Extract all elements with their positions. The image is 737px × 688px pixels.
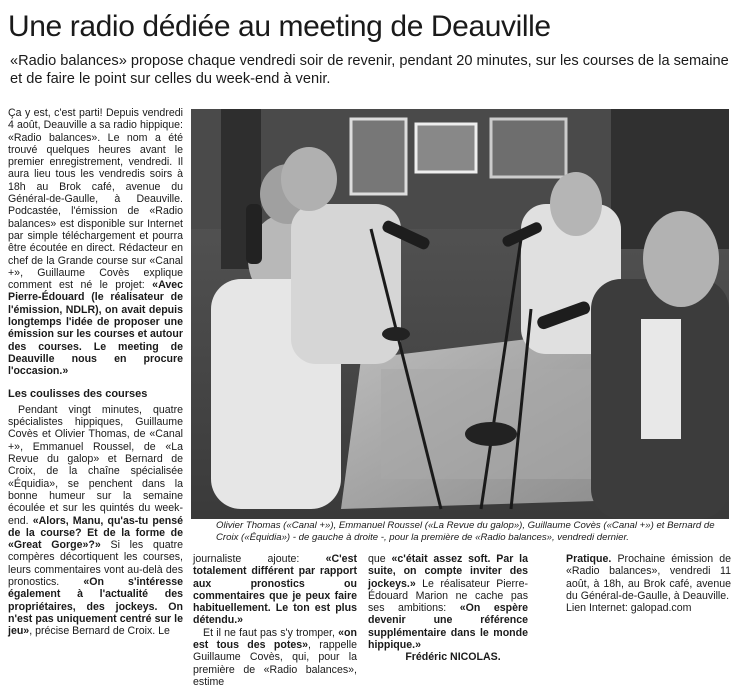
col3-paragraph-1 — [368, 553, 528, 651]
col1-paragraph-1 — [8, 107, 183, 378]
col1-paragraph-2 — [8, 404, 183, 638]
column-3 — [368, 553, 528, 664]
col2-p1-text: journaliste ajoute: — [193, 553, 300, 565]
col3-p1-quote-2: «On espère devenir une référence supplémentaire dans le monde hippique.» — [368, 602, 528, 652]
col3-p1-end: Le réalisateur Pierre-Édouard Marion ne cache pas ses ambitions: — [368, 577, 528, 615]
headline: Une radio dédiée au meeting de Deauville — [8, 10, 551, 43]
radio-studio-photo — [191, 109, 729, 519]
col4-paragraph-1 — [566, 553, 731, 602]
author-signature: Frédéric NICOLAS. — [405, 651, 501, 664]
subhead-coulisses: Les coulisses des courses — [8, 387, 148, 400]
column-2 — [193, 553, 357, 688]
col2-p1-quote: «C'est totalement différent par rapport aux pronostics ou commentaires que je peux faire habituellement. Le ton est plus détendu.» — [193, 553, 357, 627]
col4-p1-text: Prochaine émission de «Radio balances», vendredi 11 août, à 18h, au Brok café, avenue du Général-de-Gaulle, à Deauville. — [566, 553, 731, 602]
photo-caption: Olivier Thomas («Canal +»), Emmanuel Roussel («La Revue du galop»), Guillaume Covès («Canal +») et Bernard de Croix («Équidia») - de gauche à droite -, pour la première de «Radio balances», vendredi dernier. — [216, 520, 715, 543]
chapo: «Radio balances» propose chaque vendredi soir de revenir, pendant 20 minutes, sur les courses de la semaine et de faire le point sur celles du week-end à venir. — [10, 53, 729, 87]
col1-p1-text: Ça y est, c'est parti! Depuis vendredi 4 août, Deauville a sa radio hippique: «Radio balances». Le nom a été trouvé quelques heures avant le premier enregistrement, vendredi. Il aura lieu tous les vendredis soirs à 18h au Brok café, avenue du Général-de-Gaulle, à Deauville. Podcastée, l'émission de «Radio balances» est disponible sur Internet par simple téléchargement et pourra être écoutée en direct. Rédacteur en chef de la Grande course sur «Canal +», Guillaume Covès explique comment est né le projet: — [8, 107, 183, 292]
col1-p3-quote: «On s'intéresse également à l'actualité des propriétaires, des jockeys. On n'est pas uniquement centré sur le jeu» — [8, 575, 183, 638]
col3-p1-quote: «c'était assez soft. Par la suite, on compte inviter des jockeys.» — [368, 553, 529, 590]
col1-p3-text: Si les quatre compères décortiquent les courses, leurs commentaires vont au-delà des pronostics. — [8, 539, 183, 588]
col1-p3-end: , précise Bernard de Croix. Le — [29, 625, 170, 638]
col3-p1-text: que — [368, 553, 386, 565]
col4-p1-label: Pratique. — [566, 553, 612, 565]
col2-paragraph-2 — [193, 627, 357, 688]
col1-p2-text: Pendant vingt minutes, quatre spécialistes hippiques, Guillaume Covès et Olivier Thomas, de «Canal +», Emmanuel Roussel, de «La Revue du galop» et Bernard de Croix, de la chaîne spécialisée «Équidia», se penchent dans la bonne humeur sur la semaine écoulée et sur les quintés du week-end. — [8, 403, 183, 527]
column-4 — [566, 553, 731, 614]
col1-p2-quote: «Alors, Manu, qu'as-tu pensé de la course? Et de la forme de «Great Gorge»?» — [8, 514, 183, 552]
column-1 — [8, 107, 183, 637]
col1-p1-quote: «Avec Pierre-Édouard (le réalisateur de l'émission, NDLR), on avait depuis longtemps l'idée de proposer une émission sur les courses et autour des courses. Le meeting de Deauville nous en procure l'occasion.» — [8, 279, 183, 378]
photo-illustration — [191, 109, 729, 519]
col2-p2-end: , rappelle Guillaume Covès, qui, pour la première de «Radio balances», estime — [193, 639, 357, 688]
col2-p2-quote: «on est tous des potes» — [193, 626, 357, 652]
col4-link: Lien Internet: galopad.com — [566, 602, 692, 615]
col2-paragraph-1 — [193, 553, 357, 627]
col2-p2-text: Et il ne faut pas s'y tromper, — [203, 626, 335, 639]
